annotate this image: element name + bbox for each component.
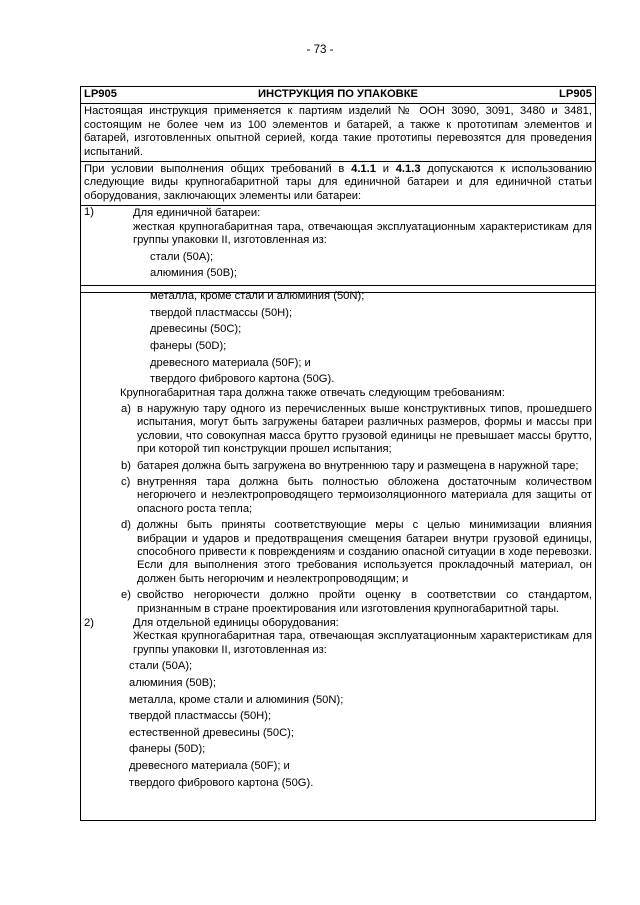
item1-number: 1) — [84, 206, 94, 219]
requirement-text: свойство негорючести должно пройти оценку в соответствии со стандартом, признанным в стране проектирования или изготовления крупногабаритной тары. — [137, 589, 592, 615]
material-item: алюминия (50B); — [150, 267, 238, 280]
header-title: ИНСТРУКЦИЯ ПО УПАКОВКЕ — [257, 88, 419, 100]
item2 — [81, 617, 595, 657]
requirement-text: внутренняя тара должна быть полностью обложена достаточным количеством негорючего и неэлектропроводящего термоизоляционного материала для защиты от опасного роста тепла; — [137, 476, 592, 515]
material-item: фанеры (50D); — [150, 339, 227, 352]
item1-rigid-text: жесткая крупногабаритная тара, отвечающая эксплуатационным характеристикам для группы упаковки II, изготовленная из: — [133, 220, 592, 247]
requirement-text: в наружную тару одного из перечисленных выше конструктивных типов, прошедшего испытания, могут быть загружены батареи различных размеров, формы и массы при условии, что совокупная масса брутто грузовой единицы не превышает массы брутто, при которой тип конструкции прошел испытания; — [137, 402, 592, 456]
header-row — [81, 87, 595, 104]
item1-title: Для единичной батареи: — [133, 207, 261, 220]
requirement-letter: e) — [121, 589, 131, 602]
requirement-item — [81, 403, 595, 457]
material-item: древесины (50C); — [150, 323, 242, 336]
ref-4-1-3: 4.1.3 — [395, 163, 421, 176]
page-number: - 73 - — [306, 44, 334, 56]
item1-materials-a — [133, 251, 592, 281]
material-item: древесного материала (50F); и — [129, 760, 290, 773]
intro-text: Настоящая инструкция применяется к партиям изделий № ООН 3090, 3091, 3480 и 3481, состоящим не более чем из 100 элементов и батарей, а также к прототипам элементов и батарей, изготовленных опытной серией, когда такие прототипы перевозятся для проведения испытаний. — [81, 104, 595, 162]
material-item: стали (50A); — [129, 660, 193, 673]
general-requirements: При условии выполнения общих требований в 4.1.1 и 4.1.3 допускаются к использованию следующие виды крупногабаритной тары для единичной батареи и для единичной статьи оборудования, заключающих элементы или батареи: — [81, 162, 595, 206]
requirement-text: должны быть приняты соответствующие меры с целью минимизации влияния вибрации и ударов и предотвращения смещения батареи внутри грузовой единицы, способного привести к повреждениям и созданию опасной ситуации в ходе перевозки. Если для выполнения этого требования используется прокладочный материал, он должен быть негорючим и неэлектропроводящим; и — [137, 519, 592, 585]
material-item: твердой пластмассы (50H); — [129, 710, 272, 723]
header-left-code: LP905 — [84, 88, 117, 100]
item2-rigid-text: Жесткая крупногабаритная тара, отвечающая эксплуатационным характеристикам для группы упаковки II, изготовленная из: — [133, 630, 592, 656]
item2-number: 2) — [84, 617, 94, 630]
material-item: твердой пластмассы (50H); — [150, 306, 293, 319]
material-item: твердого фибрового картона (50G). — [129, 776, 314, 789]
material-item: металла, кроме стали и алюминия (50N); — [150, 290, 365, 303]
material-item: фанеры (50D); — [129, 743, 206, 756]
requirement-letter: a) — [121, 402, 131, 415]
item2-materials — [81, 660, 595, 790]
packing-instruction-table-part2 — [80, 285, 596, 821]
requirement-item — [81, 519, 595, 586]
requirement-letter: c) — [121, 476, 131, 488]
requirement-item — [81, 476, 595, 516]
ref-4-1-1: 4.1.1 — [351, 163, 376, 176]
requirement-item — [81, 589, 595, 616]
header-right-code: LP905 — [559, 88, 592, 100]
material-item: естественной древесины (50C); — [129, 726, 294, 739]
item2-title: Для отдельной единицы оборудования: — [133, 617, 339, 630]
material-item: металла, кроме стали и алюминия (50N); — [129, 693, 344, 706]
material-item: твердого фибрового картона (50G). — [150, 373, 335, 386]
requirements-intro: Крупногабаритная тара должна также отвечать следующим требованиям: — [120, 386, 505, 399]
requirement-letter: b) — [121, 459, 131, 472]
requirements-list — [81, 403, 595, 616]
requirement-letter: d) — [121, 519, 131, 532]
requirement-text: батарея должна быть загружена во внутреннюю тару и размещена в наружной таре; — [137, 459, 579, 472]
packing-instruction-table-part1 — [80, 86, 596, 293]
material-item: древесного материала (50F); и — [150, 356, 311, 369]
material-item: алюминия (50B); — [129, 677, 217, 690]
item1-materials-b — [133, 290, 592, 386]
material-item: стали (50A); — [150, 250, 214, 263]
requirement-item — [81, 460, 595, 473]
item1-start — [81, 206, 595, 280]
